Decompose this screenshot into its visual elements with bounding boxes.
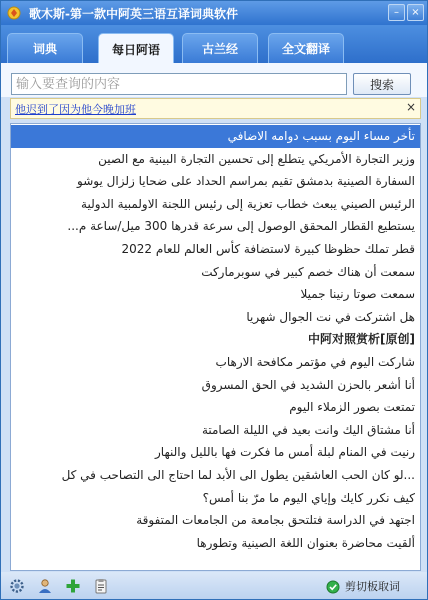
clipboard-capture-icon[interactable] — [326, 579, 340, 593]
list-item[interactable]: سمعت صوتا رنينا جميلا — [300, 287, 415, 302]
tab-dictionary[interactable]: 词典 — [7, 33, 83, 63]
tab-quran[interactable]: 古兰经 — [182, 33, 258, 63]
search-input[interactable] — [11, 73, 347, 95]
list-item[interactable]: قطر تملك حظوظا كبيرة لاستضافة كأس العالم للعام 2022 — [121, 242, 415, 256]
list-item[interactable]: السفارة الصينية بدمشق تقيم بمراسم الحداد على ضحايا زلزال يوشو — [77, 174, 415, 189]
list-item[interactable]: [原创]中阿对照赏析 — [308, 332, 415, 347]
notice-link[interactable]: 他迟到了因为他今晚加班 — [15, 103, 136, 116]
list-item[interactable]: سمعت أن هناك خصم كبير في سوبرماركت — [201, 264, 415, 279]
list-item[interactable]: ألقيت محاضرة بعنوان اللغة الصينية وتطورها — [196, 535, 415, 550]
list-item[interactable]: أنا مشتاق اليك وانت بعيد في الليلة الصامتة — [201, 422, 415, 437]
list-item[interactable]: تمتعت بصور الزملاء اليوم — [289, 400, 415, 415]
list-item[interactable]: يستطيع القطار المحقق الوصول إلى سرعة قدرها 300 ميل/ساعة م... — [67, 219, 415, 234]
tab-bar — [1, 25, 427, 63]
tab-full-translation[interactable]: 全文翻译 — [268, 33, 344, 63]
list-item[interactable]: رنيت في المنام لبلة أمس ما فكرت فها بالليل والنهار — [155, 445, 415, 460]
list-item[interactable]: شاركت اليوم في مؤتمر مكافحة الارهاب — [215, 355, 415, 369]
search-button[interactable]: 搜索 — [353, 73, 411, 95]
list-item[interactable]: هل اشتركت في نت الجوال شهريا — [246, 309, 415, 324]
window-title: 歌木斯-第一款中阿英三语互译词典软件 — [29, 6, 238, 21]
add-icon[interactable] — [65, 578, 81, 594]
list-item[interactable]: ...لو كان الحب العاشقين يطول الى الأبد لما احتاج الى التصاحب في كل — [61, 468, 415, 482]
notice-close-button[interactable]: × — [405, 100, 416, 114]
list-item[interactable]: تأخر مساء اليوم بسبب دوامه الاضافي — [11, 125, 420, 148]
list-item[interactable]: الرئيس الصيني يبعث خطاب تعزية إلى رئيس اللجنة الاولمبية الدولية — [81, 196, 415, 211]
minimize-button[interactable]: – — [388, 4, 405, 21]
gear-icon[interactable] — [9, 578, 25, 594]
clipboard-list-icon[interactable] — [93, 578, 109, 594]
app-logo-icon — [7, 6, 21, 20]
tab-daily-arabic[interactable]: 每日阿语 — [98, 33, 174, 64]
search-area — [1, 63, 427, 97]
list-item[interactable]: اجتهد في الدراسة فتلتحق بجامعة من الجامعات المتفوقة — [136, 513, 415, 528]
sentence-list — [10, 123, 421, 571]
list-item[interactable]: أنا أشعر بالحزن الشديد في الحق المسروق — [201, 377, 415, 392]
user-icon[interactable] — [37, 578, 53, 594]
close-button[interactable]: × — [407, 4, 424, 21]
status-bar — [1, 572, 427, 599]
list-item[interactable]: كيف نكرر كايك وإياي اليوم ما مرّ بنا أمس؟ — [202, 490, 415, 505]
clipboard-capture-label[interactable]: 剪切板取词 — [345, 580, 400, 593]
notice-bar — [10, 98, 421, 119]
title-bar[interactable] — [1, 1, 427, 25]
list-item[interactable]: وزير التجارة الأمريكي يتطلع إلى تحسين التجارة البينية مع الصين — [98, 151, 415, 166]
